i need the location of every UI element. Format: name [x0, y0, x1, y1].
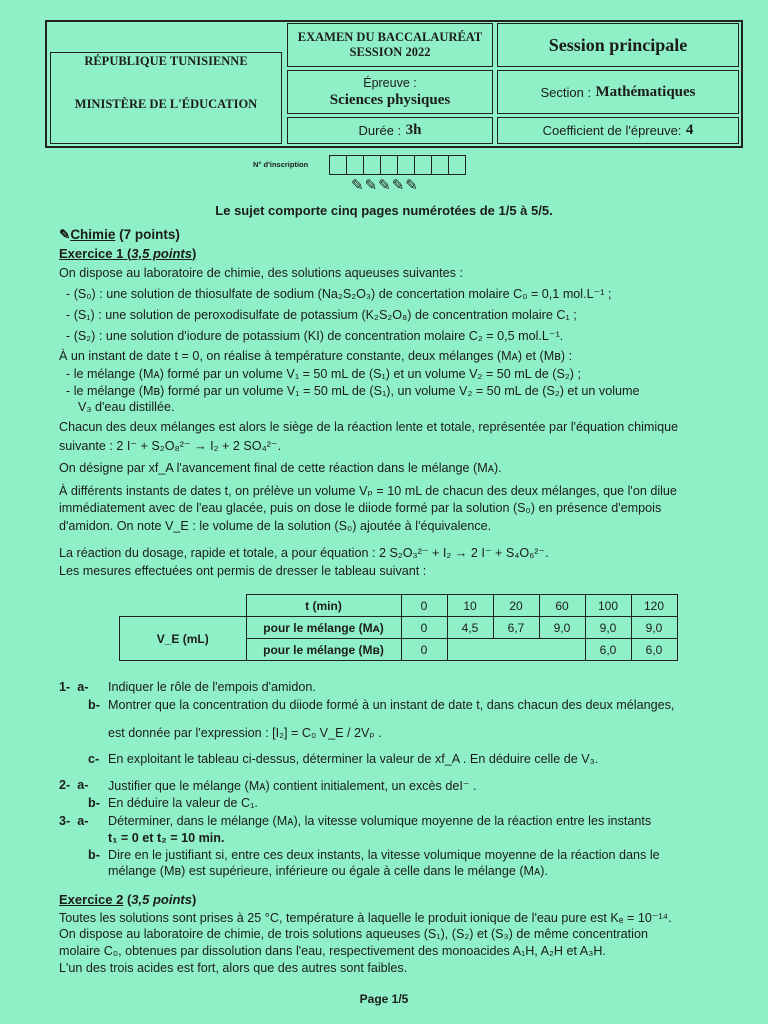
- inscription-label: N° d'inscription: [253, 160, 309, 169]
- coefficient-box: [497, 117, 739, 144]
- table-cell-empty: [447, 639, 585, 661]
- exercise-1-points: 3,5 points: [131, 246, 192, 261]
- epreuve-box: [287, 70, 493, 114]
- table-cell: 9,0: [631, 617, 677, 639]
- table-cell: 60: [539, 595, 585, 617]
- exam-title-line2: SESSION 2022: [349, 45, 431, 59]
- table-cell: 100: [585, 595, 631, 617]
- question-1a: Indiquer le rôle de l'empois d'amidon.: [108, 680, 316, 694]
- question-letter-1b: b-: [88, 698, 100, 712]
- table-cell: 6,0: [585, 639, 631, 661]
- table-cell: 0: [401, 595, 447, 617]
- ex1-solution-s2: - (S₂) : une solution d'iodure de potassium (KI) de concentration molaire C₂ = 0,5 mol.L⁻¹.: [66, 329, 564, 343]
- table-cell: 9,0: [539, 617, 585, 639]
- pencil-icons: ✎✎✎✎✎: [351, 177, 419, 194]
- exercise-2-title: Exercice 2: [59, 892, 124, 907]
- question-2b: En déduire la valeur de C₁.: [108, 796, 258, 810]
- table-cell: 10: [447, 595, 493, 617]
- epreuve-value: Sciences physiques: [329, 92, 451, 108]
- inscription-boxes[interactable]: [330, 155, 466, 175]
- ex1-solution-s0: - (S₀) : une solution de thiosulfate de sodium (Na₂S₂O₃) de concertation molaire C₀ = 0,1 mol.L⁻¹ ;: [66, 287, 612, 301]
- question-number-1a: 1- a-: [59, 680, 89, 694]
- question-number-2a: 2- a-: [59, 778, 89, 792]
- ministry-name: MINISTÈRE DE L'ÉDUCATION: [74, 97, 258, 111]
- section-box: [497, 70, 739, 114]
- chimie-heading: [59, 227, 180, 243]
- measurement-table: [119, 594, 678, 661]
- ex1-line: À différents instants de dates t, on prélève un volume Vₚ = 10 mL de chacun des deux mélanges, que l'on dilue: [59, 484, 677, 498]
- exam-title-line1: EXAMEN DU BACCALAURÉAT: [297, 30, 483, 44]
- table-header-ve: V_E (mL): [120, 617, 247, 661]
- question-3b-cont: mélange (Mʙ) est supérieure, inférieure ou égale à celle dans le mélange (Mᴀ).: [108, 864, 548, 878]
- coefficient-value: 4: [685, 122, 694, 138]
- exercise-2-points: 3,5 points: [131, 892, 192, 907]
- exercise-1-heading: Exercice 1 (3,5 points): [59, 246, 197, 261]
- ex1-equation: suivante : 2 I⁻ + S₂O₈²⁻ → I₂ + 2 SO₄²⁻.: [59, 439, 282, 453]
- table-cell: 0: [401, 617, 447, 639]
- question-letter-3b: b-: [88, 848, 100, 862]
- question-number-3a: 3- a-: [59, 814, 89, 828]
- exercise-1-title: Exercice 1: [59, 246, 124, 261]
- ex1-solution-s1: - (S₁) : une solution de peroxodisulfate de potassium (K₂S₂O₈) de concentration molaire C₁ ;: [66, 308, 577, 322]
- ex1-line: On désigne par xf_A l'avancement final de cette réaction dans le mélange (Mᴀ).: [59, 461, 502, 475]
- ex1-line: Les mesures effectuées ont permis de dresser le tableau suivant :: [59, 564, 427, 578]
- country-name: RÉPUBLIQUE TUNISIENNE: [84, 54, 248, 68]
- question-3a-cont: t₁ = 0 et t₂ = 10 min.: [108, 831, 225, 845]
- ex2-line: L'un des trois acides est fort, alors que des autres sont faibles.: [59, 961, 408, 975]
- duree-box: [287, 117, 493, 144]
- ex1-line: On dispose au laboratoire de chimie, des solutions aqueuses suivantes :: [59, 266, 463, 280]
- ex1-mixture-b: - le mélange (Mʙ) formé par un volume V₁ = 50 mL de (S₁), un volume V₂ = 50 mL de (S₂) et un volume: [66, 384, 640, 398]
- ex1-line: immédiatement avec de l'eau glacée, puis on dose le diiode formé par la solution (S₀) en présence d'empois: [59, 501, 662, 515]
- question-2a: Justifier que le mélange (Mᴀ) contient initialement, un excès deI⁻ .: [108, 779, 477, 793]
- question-3b: Dire en le justifiant si, entre ces deux instants, la vitesse volumique moyenne de la réaction dans le: [108, 848, 660, 862]
- table-cell: 6,0: [631, 639, 677, 661]
- ex1-line: d'amidon. On note V_E : le volume de la solution (S₀) ajoutée à l'équivalence.: [59, 519, 492, 533]
- intro-text: Le sujet comporte cinq pages numérotées de 1/5 à 5/5.: [215, 203, 553, 218]
- ex1-mixture-a: - le mélange (Mᴀ) formé par un volume V₁ = 50 mL de (S₁) et un volume V₂ = 50 mL de (S₂) ;: [66, 367, 581, 381]
- ex1-line: Chacun des deux mélanges est alors le siège de la réaction lente et totale, représentée par l'équation chimique: [59, 420, 679, 434]
- question-letter-2b: b-: [88, 796, 100, 810]
- table-cell: 120: [631, 595, 677, 617]
- ex2-line: molaire C₀, obtenues par dissolution dans l'eau, respectivement des monoacides A₁H, A₂H et A₃H.: [59, 944, 606, 958]
- table-row-label-b: pour le mélange (Mʙ): [246, 639, 401, 661]
- table-cell: 6,7: [493, 617, 539, 639]
- section-label: Section :: [540, 84, 592, 100]
- ex2-line: On dispose au laboratoire de chimie, de trois solutions aqueuses (S₁), (S₂) et (S₃) de même concentration: [59, 927, 648, 941]
- pencil-icon: ✎: [59, 227, 71, 242]
- question-1b: Montrer que la concentration du diiode formé à un instant de date t, dans chacun des deux mélanges,: [108, 698, 675, 712]
- chimie-points: (7 points): [115, 227, 180, 242]
- question-3a: Déterminer, dans le mélange (Mᴀ), la vitesse volumique moyenne de la réaction entre les instants: [108, 814, 652, 828]
- chimie-title: Chimie: [70, 227, 116, 242]
- question-1c: En exploitant le tableau ci-dessus, déterminer la valeur de xf_A . En déduire celle de V₃.: [108, 752, 599, 766]
- table-cell: 9,0: [585, 617, 631, 639]
- question-1b-formula: est donnée par l'expression : [I₂] = C₀ V_E / 2Vₚ .: [108, 726, 382, 740]
- duree-value: 3h: [405, 122, 422, 138]
- session-box: [497, 23, 739, 67]
- exercise-2-heading: Exercice 2 (3,5 points): [59, 892, 197, 907]
- session-label: Session principale: [548, 34, 688, 55]
- table-cell: 20: [493, 595, 539, 617]
- ex1-dosage-equation: La réaction du dosage, rapide et totale, a pour équation : 2 S₂O₃²⁻ + I₂ → 2 I⁻ + S₄O₆²⁻.: [59, 546, 549, 560]
- coefficient-label: Coefficient de l'épreuve:: [542, 123, 682, 138]
- duree-label: Durée :: [358, 123, 402, 138]
- exam-title-box: [287, 23, 493, 67]
- table-cell: 4,5: [447, 617, 493, 639]
- epreuve-label: Épreuve :: [363, 76, 417, 90]
- table-header-time: t (min): [246, 595, 401, 617]
- ex2-line: Toutes les solutions sont prises à 25 °C, température à laquelle le produit ionique de l'eau pure est Kₑ = 10⁻¹⁴.: [59, 911, 672, 925]
- question-letter-1c: c-: [88, 752, 100, 766]
- section-value: Mathématiques: [595, 83, 696, 100]
- page-number: Page 1/5: [359, 992, 409, 1006]
- table-row-label-a: pour le mélange (Mᴀ): [246, 617, 401, 639]
- ex1-mixture-b-cont: V₃ d'eau distillée.: [78, 400, 175, 414]
- ex1-line: À un instant de date t = 0, on réalise à température constante, deux mélanges (Mᴀ) et (Mʙ) :: [59, 349, 573, 363]
- table-cell: 0: [401, 639, 447, 661]
